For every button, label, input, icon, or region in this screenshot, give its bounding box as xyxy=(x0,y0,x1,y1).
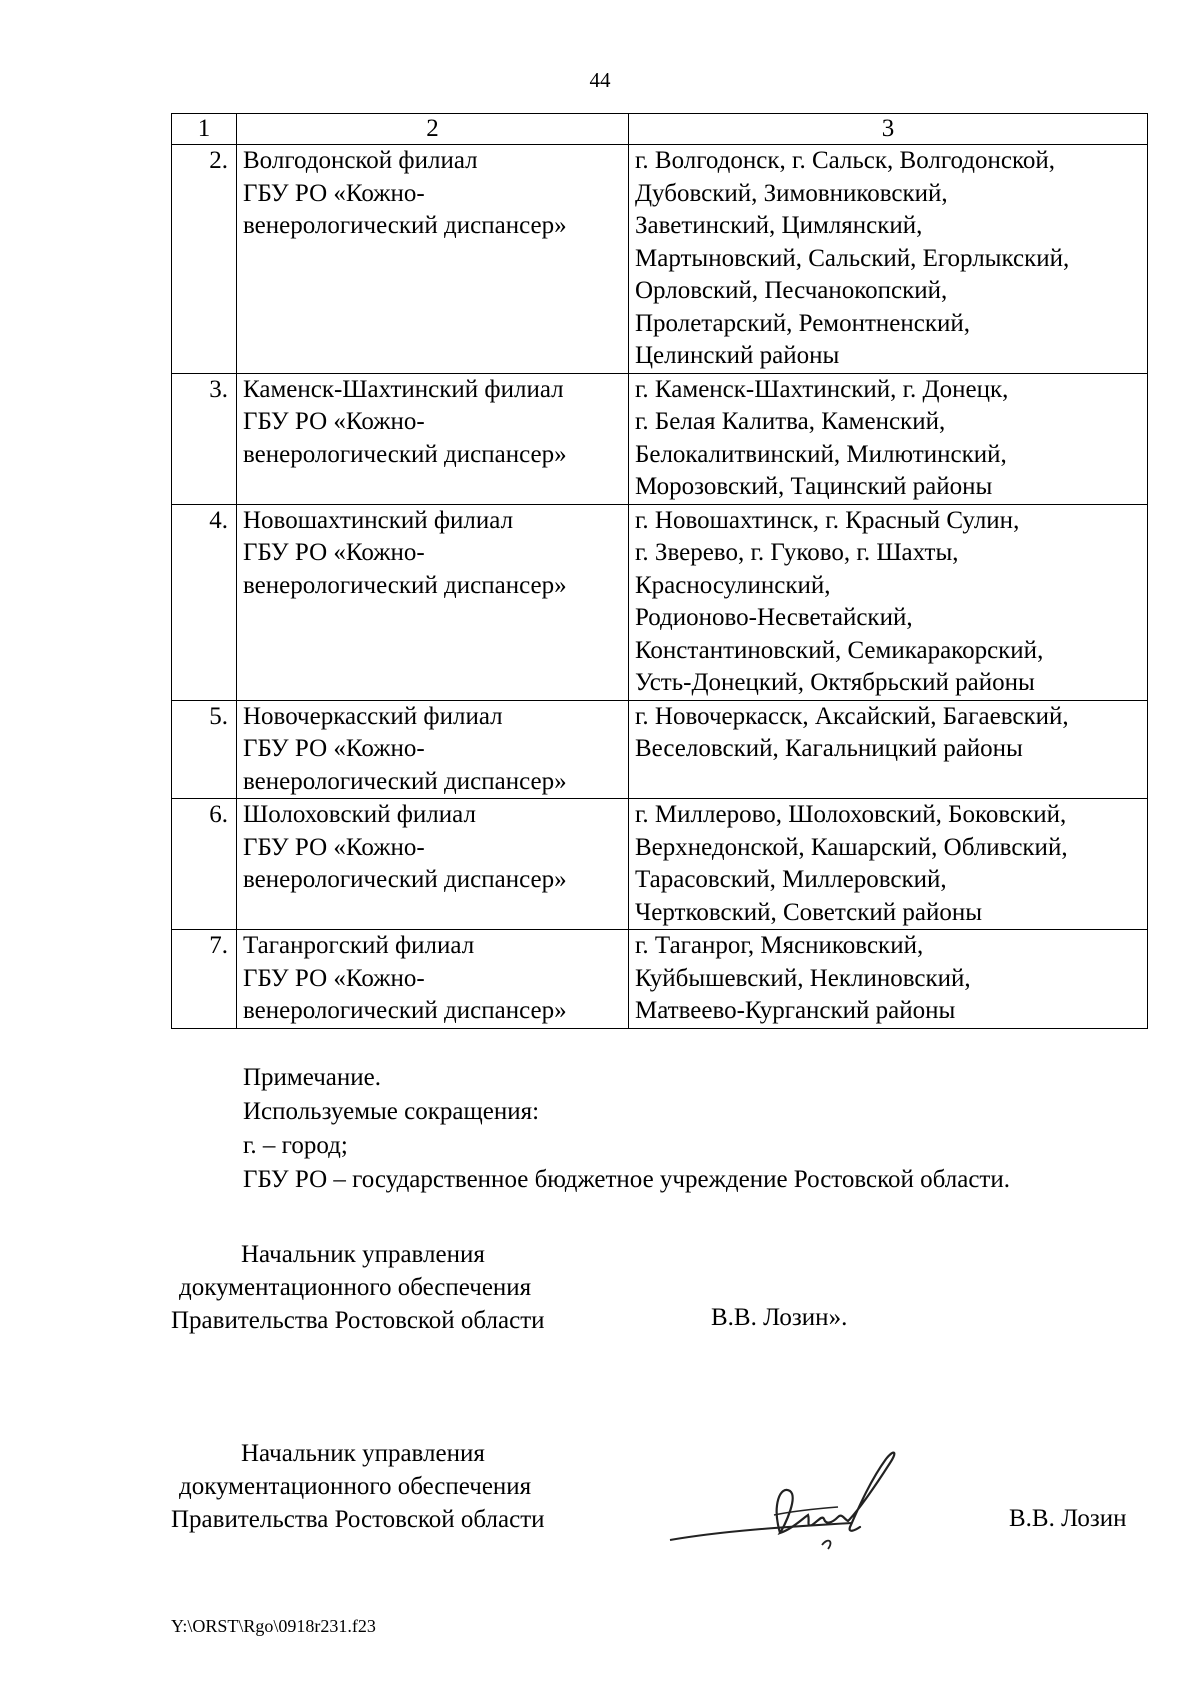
branch-name-cell xyxy=(237,799,629,930)
signature-position-line: документационного обеспечения xyxy=(179,1274,532,1301)
table-body xyxy=(172,145,1148,1029)
branch-name-cell xyxy=(237,373,629,504)
service-area-cell xyxy=(629,373,1148,504)
service-area-line: Целинский районы xyxy=(635,342,840,369)
branch-name-line: Волгодонской филиал xyxy=(243,147,478,174)
service-area-line: Веселовский, Кагальницкий районы xyxy=(635,735,1023,762)
row-number-cell: 6. xyxy=(172,799,237,930)
table-row xyxy=(172,373,1148,504)
branch-name-cell xyxy=(237,504,629,700)
service-area-line: Заветинский, Цимлянский, xyxy=(635,212,923,239)
note-subtitle: Используемые сокращения: xyxy=(243,1098,540,1125)
service-area-line: Дубовский, Зимовниковский, xyxy=(635,179,948,207)
service-area-cell xyxy=(629,930,1148,1029)
branch-name-line: венерологический диспансер» xyxy=(243,767,567,795)
note-abbreviation: г. – город; xyxy=(243,1132,348,1159)
branch-name-line: венерологический диспансер» xyxy=(243,571,567,599)
row-number-cell: 3. xyxy=(172,373,237,504)
table-header-cell: 2 xyxy=(237,114,629,145)
service-area-line: г. Каменск-Шахтинский, г. Донецк, xyxy=(635,375,1009,403)
service-area-line: Верхнедонской, Кашарский, Обливский, xyxy=(635,833,1068,861)
branch-name-line: Шолоховский филиал xyxy=(243,801,476,828)
note-section xyxy=(243,1061,1010,1197)
signature-position-line: Начальник управления xyxy=(241,1440,485,1467)
service-area-line: г. Новошахтинск, г. Красный Сулин, xyxy=(635,506,1020,534)
branch-name-line: ГБУ РО «Кожно- xyxy=(243,833,425,861)
branch-name-line: ГБУ РО «Кожно- xyxy=(243,735,425,762)
row-number-cell: 5. xyxy=(172,700,237,799)
branch-name-line: венерологический диспансер» xyxy=(243,866,567,893)
note-title: Примечание. xyxy=(243,1064,382,1091)
service-area-line: Родионово-Несветайский, xyxy=(635,604,913,631)
branch-name-line: Новочеркасский филиал xyxy=(243,702,503,730)
table-header-row xyxy=(172,114,1148,145)
service-area-line: Орловский, Песчанокопский, xyxy=(635,277,948,304)
service-area-line: Пролетарский, Ремонтненский, xyxy=(635,309,971,337)
row-number-cell: 7. xyxy=(172,930,237,1029)
service-area-line: Константиновский, Семикаракорский, xyxy=(635,636,1044,664)
service-area-line: Матвеево-Курганский районы xyxy=(635,997,956,1024)
signature-position-line: документационного обеспечения xyxy=(179,1473,532,1500)
table-row xyxy=(172,145,1148,374)
branch-name-line: ГБУ РО «Кожно- xyxy=(243,179,425,207)
service-area-line: Красносулинский, xyxy=(635,571,831,599)
branches-table xyxy=(171,113,1148,1029)
table-row xyxy=(172,700,1148,799)
table-header-cell: 3 xyxy=(629,114,1148,145)
branch-name-line: ГБУ РО «Кожно- xyxy=(243,964,425,992)
note-abbreviation: ГБУ РО – государственное бюджетное учреждение Ростовской области. xyxy=(243,1166,1010,1193)
signatory-name: В.В. Лозин xyxy=(1009,1505,1127,1532)
service-area-cell xyxy=(629,700,1148,799)
signature-position-line: Начальник управления xyxy=(241,1241,485,1268)
service-area-line: г. Белая Калитва, Каменский, xyxy=(635,408,946,435)
service-area-line: Белокалитвинский, Милютинский, xyxy=(635,440,1007,468)
table-row xyxy=(172,504,1148,700)
service-area-cell xyxy=(629,504,1148,700)
branch-name-line: Новошахтинский филиал xyxy=(243,506,514,534)
handwritten-signature-icon xyxy=(662,1445,952,1565)
branch-name-line: ГБУ РО «Кожно- xyxy=(243,408,425,435)
row-number-cell: 4. xyxy=(172,504,237,700)
table-row xyxy=(172,799,1148,930)
service-area-line: Куйбышевский, Неклиновский, xyxy=(635,964,971,992)
service-area-cell xyxy=(629,145,1148,374)
signature-position-line: Правительства Ростовской области xyxy=(171,1506,545,1533)
service-area-line: Тарасовский, Миллеровский, xyxy=(635,866,947,893)
service-area-line: г. Зверево, г. Гуково, г. Шахты, xyxy=(635,539,959,566)
branch-name-cell xyxy=(237,700,629,799)
branch-name-line: венерологический диспансер» xyxy=(243,997,567,1024)
branch-name-line: ГБУ РО «Кожно- xyxy=(243,539,425,566)
branch-name-line: венерологический диспансер» xyxy=(243,440,567,468)
file-path: Y:\ORST\Rgo\0918r231.f23 xyxy=(171,1616,376,1636)
table-row xyxy=(172,930,1148,1029)
table-header-cell: 1 xyxy=(172,114,237,145)
service-area-line: Морозовский, Тацинский районы xyxy=(635,473,993,500)
service-area-line: г. Волгодонск, г. Сальск, Волгодонской, xyxy=(635,147,1055,174)
branch-name-cell xyxy=(237,930,629,1029)
service-area-line: Усть-Донецкий, Октябрьский районы xyxy=(635,669,1035,696)
service-area-line: г. Таганрог, Мясниковский, xyxy=(635,932,924,959)
row-number-cell: 2. xyxy=(172,145,237,374)
service-area-line: г. Новочеркасск, Аксайский, Багаевский, xyxy=(635,702,1069,730)
service-area-line: г. Миллерово, Шолоховский, Боковский, xyxy=(635,801,1067,828)
service-area-line: Чертковский, Советский районы xyxy=(635,898,983,926)
branch-name-cell xyxy=(237,145,629,374)
branch-name-line: Каменск-Шахтинский филиал xyxy=(243,375,564,403)
page-number: 44 xyxy=(589,68,611,92)
signature-block-title xyxy=(171,1437,591,1536)
branch-name-line: венерологический диспансер» xyxy=(243,212,567,239)
branch-name-line: Таганрогский филиал xyxy=(243,932,475,959)
service-area-line: Мартыновский, Сальский, Егорлыкский, xyxy=(635,244,1070,272)
signature-block-title xyxy=(171,1238,591,1337)
service-area-cell xyxy=(629,799,1148,930)
signature-position-line: Правительства Ростовской области xyxy=(171,1307,545,1334)
signatory-name: В.В. Лозин». xyxy=(711,1304,848,1331)
